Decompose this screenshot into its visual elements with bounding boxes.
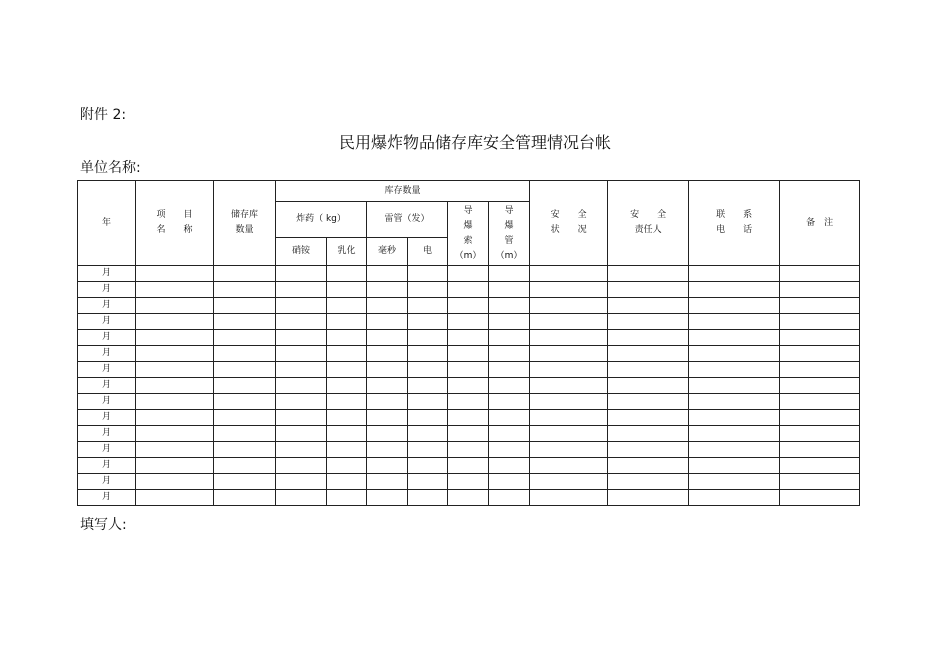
month-cell: 月 bbox=[78, 394, 136, 410]
table-cell bbox=[608, 314, 689, 330]
table-row bbox=[78, 298, 860, 314]
header-detonating-cord bbox=[448, 202, 489, 266]
table-cell bbox=[214, 442, 276, 458]
table-cell bbox=[327, 394, 367, 410]
table-cell bbox=[448, 442, 489, 458]
table-cell bbox=[780, 426, 860, 442]
header-item-name-line2: 名 称 bbox=[156, 225, 193, 235]
table-cell bbox=[276, 490, 327, 506]
table-cell bbox=[448, 362, 489, 378]
table-cell bbox=[489, 298, 530, 314]
month-cell: 月 bbox=[78, 378, 136, 394]
month-cell: 月 bbox=[78, 362, 136, 378]
table-cell bbox=[214, 410, 276, 426]
table-cell bbox=[214, 458, 276, 474]
table-cell bbox=[367, 442, 408, 458]
table-cell bbox=[214, 314, 276, 330]
table-cell bbox=[327, 282, 367, 298]
header-safety-status bbox=[530, 181, 608, 266]
table-cell bbox=[780, 266, 860, 282]
table-cell bbox=[448, 490, 489, 506]
header-stock-quantity: 库存数量 bbox=[276, 181, 530, 202]
header-tube-line2: 爆 bbox=[504, 220, 514, 231]
table-row bbox=[78, 474, 860, 490]
table-cell bbox=[448, 266, 489, 282]
table-cell bbox=[276, 330, 327, 346]
table-cell bbox=[276, 442, 327, 458]
attachment-label: 附件 2: bbox=[80, 107, 127, 123]
table-cell bbox=[367, 394, 408, 410]
table-cell bbox=[489, 314, 530, 330]
header-responsible-line2: 责任人 bbox=[634, 225, 662, 235]
table-cell bbox=[689, 330, 780, 346]
table-cell bbox=[448, 298, 489, 314]
table-cell bbox=[367, 410, 408, 426]
table-cell bbox=[367, 426, 408, 442]
table-cell bbox=[608, 378, 689, 394]
table-cell bbox=[276, 426, 327, 442]
table-cell bbox=[448, 330, 489, 346]
table-cell bbox=[327, 410, 367, 426]
table-cell bbox=[276, 298, 327, 314]
header-contact-phone bbox=[689, 181, 780, 266]
table-cell bbox=[608, 266, 689, 282]
header-responsible-person bbox=[608, 181, 689, 266]
table-cell bbox=[689, 442, 780, 458]
table-cell bbox=[448, 410, 489, 426]
header-tube-line1: 导 bbox=[504, 205, 514, 216]
table-cell bbox=[780, 442, 860, 458]
table-cell bbox=[327, 362, 367, 378]
document-title: 民用爆炸物品储存库安全管理情况台帐 bbox=[338, 133, 611, 152]
header-item-name bbox=[136, 181, 214, 266]
table-cell bbox=[489, 442, 530, 458]
header-electric: 电 bbox=[408, 238, 448, 266]
table-cell bbox=[530, 266, 608, 282]
table-cell bbox=[327, 346, 367, 362]
table-cell bbox=[408, 410, 448, 426]
table-cell bbox=[530, 394, 608, 410]
table-cell bbox=[530, 378, 608, 394]
table-cell bbox=[689, 394, 780, 410]
table-cell bbox=[489, 362, 530, 378]
table-cell bbox=[408, 490, 448, 506]
table-cell bbox=[276, 378, 327, 394]
table-cell bbox=[608, 298, 689, 314]
table-cell bbox=[530, 458, 608, 474]
table-cell bbox=[327, 298, 367, 314]
table-cell bbox=[136, 426, 214, 442]
table-cell bbox=[367, 458, 408, 474]
table-cell bbox=[408, 442, 448, 458]
table-cell bbox=[408, 394, 448, 410]
month-cell: 月 bbox=[78, 410, 136, 426]
table-cell bbox=[780, 282, 860, 298]
table-cell bbox=[689, 282, 780, 298]
table-cell bbox=[367, 314, 408, 330]
table-cell bbox=[689, 298, 780, 314]
table-cell bbox=[136, 394, 214, 410]
header-storage-count-line1: 储存库 bbox=[230, 210, 258, 220]
table-row bbox=[78, 410, 860, 426]
header-emulsion: 乳化 bbox=[327, 238, 367, 266]
table-cell bbox=[327, 490, 367, 506]
table-cell bbox=[608, 410, 689, 426]
table-cell bbox=[780, 474, 860, 490]
table-cell bbox=[530, 490, 608, 506]
table-cell bbox=[214, 394, 276, 410]
table-cell bbox=[367, 474, 408, 490]
table-cell bbox=[136, 378, 214, 394]
table-cell bbox=[327, 314, 367, 330]
table-cell bbox=[136, 458, 214, 474]
table-cell bbox=[276, 394, 327, 410]
table-row bbox=[78, 426, 860, 442]
table-cell bbox=[367, 266, 408, 282]
table-cell bbox=[489, 474, 530, 490]
table-cell bbox=[327, 426, 367, 442]
table-cell bbox=[448, 378, 489, 394]
table-cell bbox=[214, 298, 276, 314]
table-cell bbox=[489, 426, 530, 442]
table-cell bbox=[276, 362, 327, 378]
table-cell bbox=[608, 330, 689, 346]
table-cell bbox=[136, 490, 214, 506]
table-row bbox=[78, 346, 860, 362]
month-cell: 月 bbox=[78, 266, 136, 282]
table-cell bbox=[408, 346, 448, 362]
table-cell bbox=[530, 298, 608, 314]
filler-label: 填写人: bbox=[80, 517, 127, 533]
table-cell bbox=[327, 266, 367, 282]
month-cell: 月 bbox=[78, 298, 136, 314]
table-cell bbox=[489, 330, 530, 346]
table-cell bbox=[408, 314, 448, 330]
table-cell bbox=[408, 266, 448, 282]
header-contact-line1: 联 系 bbox=[716, 210, 753, 220]
table-cell bbox=[780, 346, 860, 362]
table-cell bbox=[530, 426, 608, 442]
table-cell bbox=[530, 410, 608, 426]
header-tube-line3: 管 bbox=[504, 235, 514, 246]
table-cell bbox=[689, 314, 780, 330]
header-explosive-kg: 炸药（ kg） bbox=[276, 202, 367, 238]
header-tube-line4: （m） bbox=[495, 250, 523, 261]
header-item-name-line1: 项 目 bbox=[156, 210, 193, 220]
table-cell bbox=[608, 362, 689, 378]
table-cell bbox=[689, 266, 780, 282]
table-cell bbox=[608, 458, 689, 474]
table-cell bbox=[448, 426, 489, 442]
table-cell bbox=[276, 314, 327, 330]
table-cell bbox=[136, 410, 214, 426]
table-cell bbox=[448, 458, 489, 474]
table-cell bbox=[214, 426, 276, 442]
header-safety-status-line2: 状 况 bbox=[550, 225, 587, 235]
table-cell bbox=[214, 330, 276, 346]
table-row bbox=[78, 314, 860, 330]
table-cell bbox=[327, 330, 367, 346]
table-cell bbox=[689, 490, 780, 506]
month-cell: 月 bbox=[78, 314, 136, 330]
table-cell bbox=[689, 474, 780, 490]
table-cell bbox=[780, 394, 860, 410]
table-cell bbox=[448, 346, 489, 362]
table-cell bbox=[448, 474, 489, 490]
table-cell bbox=[214, 378, 276, 394]
month-cell: 月 bbox=[78, 490, 136, 506]
table-cell bbox=[780, 410, 860, 426]
header-year: 年 bbox=[78, 181, 136, 266]
table-cell bbox=[780, 362, 860, 378]
table-cell bbox=[276, 282, 327, 298]
table-cell bbox=[608, 442, 689, 458]
table-cell bbox=[214, 362, 276, 378]
table-cell bbox=[689, 426, 780, 442]
table-cell bbox=[367, 346, 408, 362]
table-cell bbox=[276, 474, 327, 490]
table-cell bbox=[276, 346, 327, 362]
table-cell bbox=[530, 474, 608, 490]
header-cord-line4: （m） bbox=[454, 250, 482, 261]
header-detonator: 雷管（发） bbox=[367, 202, 448, 238]
table-cell bbox=[448, 282, 489, 298]
table-cell bbox=[489, 458, 530, 474]
header-cord-line1: 导 bbox=[463, 205, 473, 216]
table-cell bbox=[367, 362, 408, 378]
table-cell bbox=[408, 474, 448, 490]
table-cell bbox=[327, 378, 367, 394]
table-cell bbox=[780, 330, 860, 346]
ledger-table bbox=[77, 180, 860, 506]
table-row bbox=[78, 490, 860, 506]
table-row bbox=[78, 362, 860, 378]
table-cell bbox=[530, 362, 608, 378]
table-row bbox=[78, 282, 860, 298]
table-cell bbox=[214, 474, 276, 490]
table-cell bbox=[489, 490, 530, 506]
table-cell bbox=[780, 314, 860, 330]
table-cell bbox=[214, 266, 276, 282]
table-cell bbox=[276, 410, 327, 426]
table-cell bbox=[136, 362, 214, 378]
table-cell bbox=[530, 330, 608, 346]
table-cell bbox=[276, 266, 327, 282]
table-cell bbox=[608, 282, 689, 298]
table-cell bbox=[136, 442, 214, 458]
table-cell bbox=[448, 394, 489, 410]
month-cell: 月 bbox=[78, 442, 136, 458]
month-cell: 月 bbox=[78, 458, 136, 474]
month-cell: 月 bbox=[78, 426, 136, 442]
table-cell bbox=[408, 426, 448, 442]
table-cell bbox=[689, 378, 780, 394]
table-cell bbox=[689, 362, 780, 378]
header-safety-status-line1: 安 全 bbox=[550, 210, 587, 220]
header-responsible-line1: 安 全 bbox=[630, 210, 667, 220]
table-cell bbox=[408, 298, 448, 314]
table-cell bbox=[136, 474, 214, 490]
table-cell bbox=[327, 458, 367, 474]
table-cell bbox=[530, 282, 608, 298]
unit-name-label: 单位名称: bbox=[80, 160, 141, 176]
table-cell bbox=[136, 346, 214, 362]
table-cell bbox=[214, 346, 276, 362]
month-cell: 月 bbox=[78, 330, 136, 346]
header-cord-line2: 爆 bbox=[463, 220, 473, 231]
table-cell bbox=[367, 298, 408, 314]
table-cell bbox=[408, 458, 448, 474]
table-cell bbox=[489, 282, 530, 298]
table-cell bbox=[780, 378, 860, 394]
table-cell bbox=[689, 458, 780, 474]
table-cell bbox=[448, 314, 489, 330]
table-cell bbox=[367, 378, 408, 394]
table-cell bbox=[327, 474, 367, 490]
table-cell bbox=[136, 266, 214, 282]
table-row bbox=[78, 442, 860, 458]
table-cell bbox=[408, 330, 448, 346]
header-detonating-tube bbox=[489, 202, 530, 266]
table-row bbox=[78, 394, 860, 410]
table-cell bbox=[367, 330, 408, 346]
table-row bbox=[78, 266, 860, 282]
table-cell bbox=[136, 314, 214, 330]
month-cell: 月 bbox=[78, 282, 136, 298]
table-cell bbox=[608, 394, 689, 410]
table-cell bbox=[327, 442, 367, 458]
table-cell bbox=[780, 490, 860, 506]
table-cell bbox=[408, 282, 448, 298]
table-cell bbox=[608, 474, 689, 490]
table-row bbox=[78, 378, 860, 394]
header-storage-count bbox=[214, 181, 276, 266]
table-cell bbox=[408, 362, 448, 378]
table-cell bbox=[608, 426, 689, 442]
table-cell bbox=[530, 314, 608, 330]
table-cell bbox=[489, 346, 530, 362]
table-cell bbox=[276, 458, 327, 474]
table-cell bbox=[489, 266, 530, 282]
month-cell: 月 bbox=[78, 474, 136, 490]
month-cell: 月 bbox=[78, 346, 136, 362]
table-cell bbox=[608, 346, 689, 362]
header-remark: 备 注 bbox=[780, 181, 860, 266]
table-cell bbox=[367, 490, 408, 506]
table-cell bbox=[530, 442, 608, 458]
table-cell bbox=[489, 410, 530, 426]
table-row bbox=[78, 458, 860, 474]
header-cord-line3: 索 bbox=[463, 235, 473, 246]
table-row bbox=[78, 330, 860, 346]
ledger-body bbox=[78, 266, 860, 506]
table-cell bbox=[489, 378, 530, 394]
table-cell bbox=[780, 298, 860, 314]
table-cell bbox=[214, 490, 276, 506]
table-cell bbox=[608, 490, 689, 506]
table-cell bbox=[136, 330, 214, 346]
header-millisecond: 毫秒 bbox=[367, 238, 408, 266]
table-cell bbox=[136, 298, 214, 314]
table-cell bbox=[214, 282, 276, 298]
table-cell bbox=[489, 394, 530, 410]
table-cell bbox=[367, 282, 408, 298]
table-cell bbox=[780, 458, 860, 474]
table-cell bbox=[689, 410, 780, 426]
table-cell bbox=[530, 346, 608, 362]
table-cell bbox=[689, 346, 780, 362]
header-contact-line2: 电 话 bbox=[716, 225, 753, 235]
table-cell bbox=[408, 378, 448, 394]
table-cell bbox=[136, 282, 214, 298]
header-storage-count-line2: 数量 bbox=[235, 225, 254, 235]
header-ammonium-nitrate: 硝铵 bbox=[276, 238, 327, 266]
